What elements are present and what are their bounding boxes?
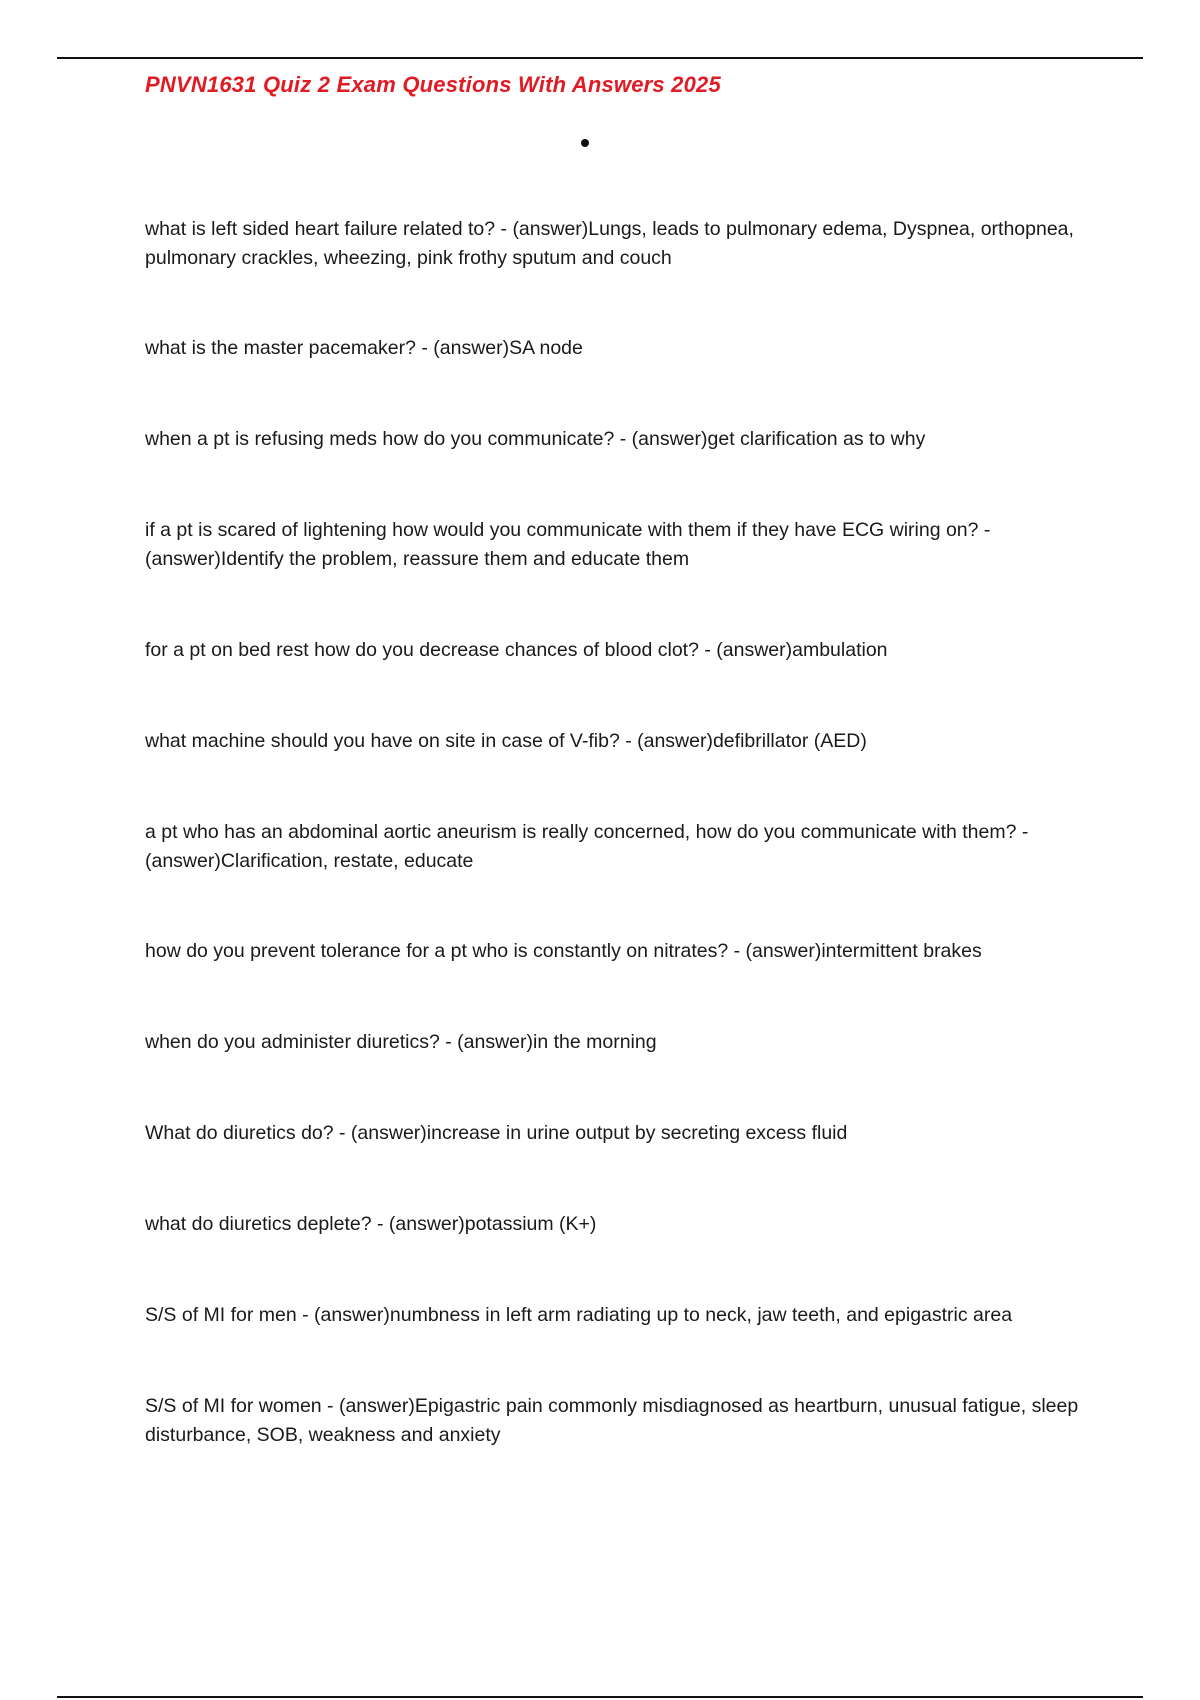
qa-item: when a pt is refusing meds how do you communicate? - (answer)get clarification as to why [145,428,926,450]
qa-item: S/S of MI for men - (answer)numbness in left arm radiating up to neck, jaw teeth, and epigastric area [145,1304,1013,1326]
qa-item: what machine should you have on site in case of V-fib? - (answer)defibrillator (AED) [145,730,867,752]
document-title: PNVN1631 Quiz 2 Exam Questions With Answers 2025 [145,72,721,97]
qa-item: for a pt on bed rest how do you decrease chances of blood clot? - (answer)ambulation [145,639,888,661]
bottom-rule [57,1696,1143,1698]
top-rule [57,57,1143,59]
qa-item: what is left sided heart failure related to? - (answer)Lungs, leads to pulmonary edema, Dyspnea, orthopnea, pulmonary crackles, wheezing, pink frothy sputum and couch [145,218,1074,269]
qa-item: What do diuretics do? - (answer)increase in urine output by secreting excess fluid [145,1122,848,1144]
qa-item: a pt who has an abdominal aortic aneurism is really concerned, how do you communicate with them? - (answer)Clarification, restate, educate [145,821,1029,872]
qa-item: when do you administer diuretics? - (answer)in the morning [145,1031,657,1053]
bullet-icon [581,139,589,147]
qa-item: what do diuretics deplete? - (answer)potassium (K+) [145,1213,597,1235]
qa-item: how do you prevent tolerance for a pt who is constantly on nitrates? - (answer)intermittent brakes [145,940,982,962]
qa-item: if a pt is scared of lightening how would you communicate with them if they have ECG wiring on? - (answer)Identify the problem, reassure them and educate them [145,519,991,570]
qa-item: what is the master pacemaker? - (answer)SA node [145,337,583,359]
qa-item: S/S of MI for women - (answer)Epigastric pain commonly misdiagnosed as heartburn, unusual fatigue, sleep disturbance, SOB, weakness and anxiety [145,1395,1079,1446]
